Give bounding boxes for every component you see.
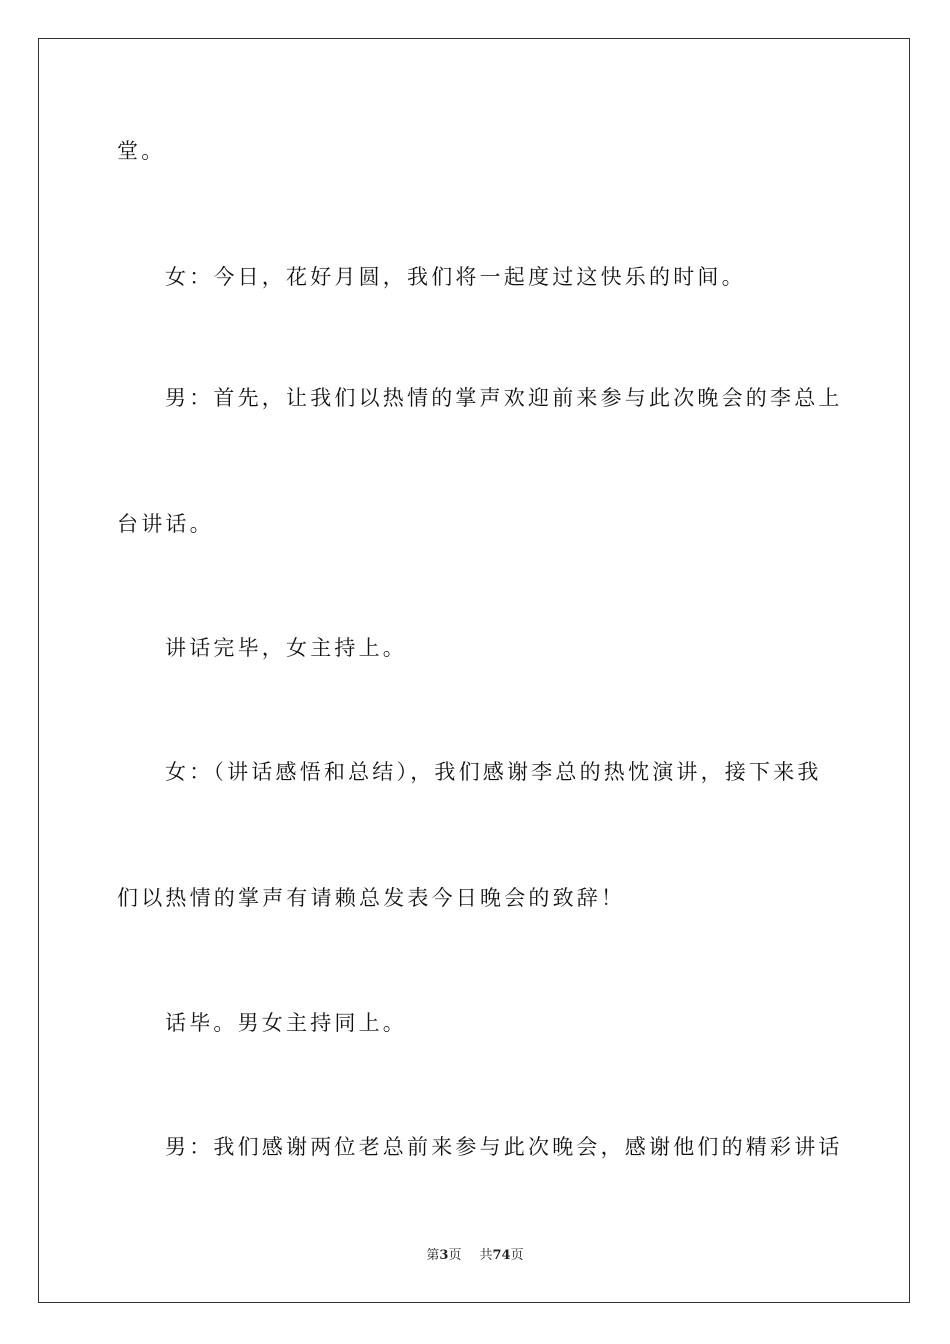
text-line: 男：我们感谢两位老总前来参与此次晚会，感谢他们的精彩讲话 — [165, 1135, 843, 1159]
page-label-suffix: 页 — [448, 1248, 462, 1263]
total-pages: 74 — [492, 1248, 511, 1263]
text-line: 台讲话。 — [117, 512, 214, 536]
text-line: 女：今日，花好月圆，我们将一起度过这快乐的时间。 — [165, 265, 746, 289]
page-label-prefix: 第 — [426, 1248, 440, 1263]
text-line: 话毕。男女主持同上。 — [165, 1011, 407, 1035]
page-footer — [0, 1247, 950, 1265]
page-number: 3 — [439, 1248, 449, 1263]
text-line: 讲话完毕，女主持上。 — [165, 636, 407, 660]
text-line: 堂。 — [117, 139, 166, 163]
total-label-suffix: 页 — [510, 1248, 524, 1263]
page-border — [38, 38, 910, 1303]
text-line: 男：首先，让我们以热情的掌声欢迎前来参与此次晚会的李总上 — [165, 386, 843, 410]
text-line: 们以热情的掌声有请赖总发表今日晚会的致辞！ — [117, 886, 626, 910]
total-label-prefix: 共 — [479, 1248, 493, 1263]
text-line: 女：（讲话感悟和总结），我们感谢李总的热忱演讲，接下来我 — [165, 760, 822, 784]
